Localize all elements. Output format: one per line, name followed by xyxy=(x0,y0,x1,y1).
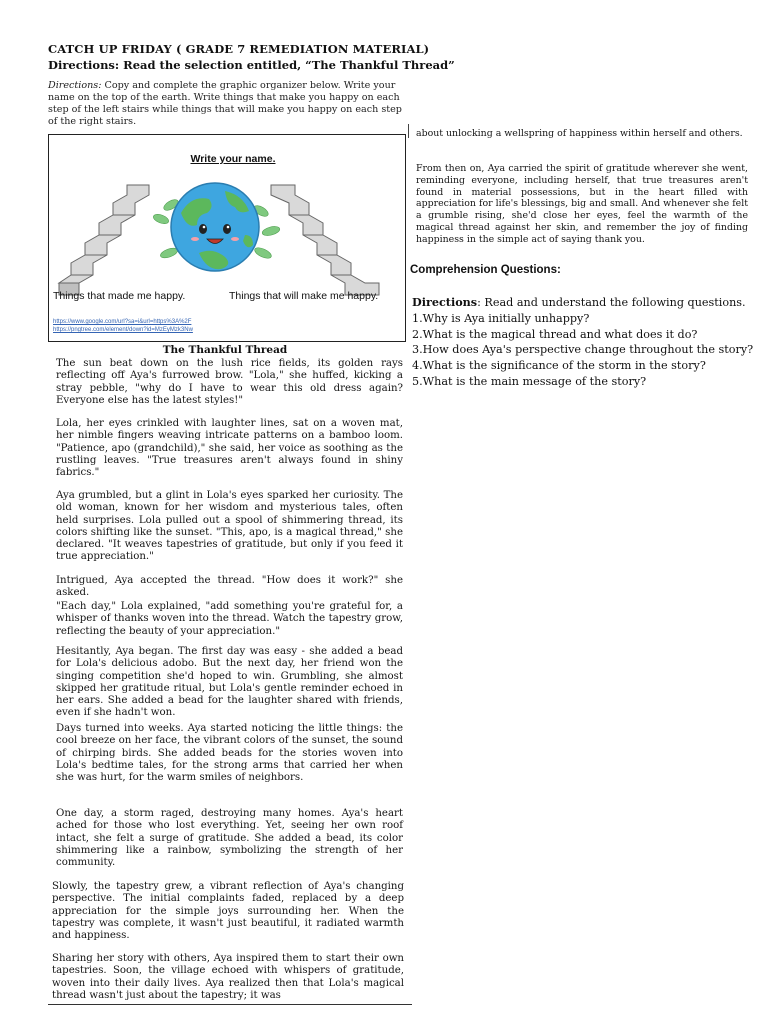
story-paragraph: Lola, her eyes crinkled with laughter lines, sat on a woven mat, her nimble fingers weaving intricate patterns on a bamboo loom. "Patience, apo (grandchild)," she said, her voice as soothing as the rustling leaves. "True treasures aren't always found in shiny fabrics." xyxy=(56,418,403,479)
source-link[interactable]: https://pngtree.com/element/down?id=MzEyMzk3Nw xyxy=(53,327,193,333)
questions-directions-label: Directions xyxy=(412,295,478,309)
question-list xyxy=(412,311,752,390)
question-item: 2.What is the magical thread and what does it do? xyxy=(412,327,698,341)
story-paragraph: Slowly, the tapestry grew, a vibrant reflection of Aya's changing perspective. The initial complaints faded, replaced by a deep appreciation for the simple joys surrounding her. When the tapestry was complete, it wasn't just beautiful, it radiated warmth and happiness. xyxy=(52,881,404,942)
story-paragraph: Aya grumbled, but a glint in Lola's eyes sparked her curiosity. The old woman, known for her wisdom and mysterious tales, often held surprises. Lola pulled out a spool of shimmering thread, its colors shifting like the sunset. "This, apo, is a magical thread," she declared. "It weaves tapestries of gratitude, but only if you feed it true appreciation." xyxy=(56,490,403,563)
right-stairs xyxy=(271,185,379,295)
activity-directions-label: Directions: xyxy=(48,80,102,91)
organizer-left-label: Things that made me happy. xyxy=(53,290,186,302)
questions-directions xyxy=(412,295,752,311)
story-paragraph: From then on, Aya carried the spirit of gratitude wherever she went, reminding everyone, including herself, that true treasures aren't found in material possessions, but in the heart filled with appreciation for life's blessings, big and small. And whenever she felt a grumble rising, she'd close her eyes, feel the warmth of the magical thread against her skin, and remember the joy of finding happiness in the simple act of saying thank you. xyxy=(416,163,748,245)
story-paragraph: Sharing her story with others, Aya inspired them to start their own tapestries. Soon, the village echoed with whispers of gratitude, woven into their daily lives. Aya realized then that Lola's magical thread wasn't just about the tapestry; it was xyxy=(52,953,404,1001)
questions-directions-text: : Read and understand the following questions. xyxy=(477,296,746,309)
earth-icon xyxy=(171,183,259,271)
story-paragraph: Intrigued, Aya accepted the thread. "How does it work?" she asked. xyxy=(56,575,403,599)
story-paragraph: Days turned into weeks. Aya started noticing the little things: the cool breeze on her face, the vibrant colors of the sunset, the sound of chirping birds. She added beads for the stories woven into Lola's bedtime tales, for the strong arms that carried her when she was hurt, for the warm smiles of neighbors. xyxy=(56,723,403,784)
organizer-title: Write your name. xyxy=(190,153,276,165)
question-item: 3.How does Aya's perspective change throughout the story? xyxy=(412,343,754,357)
story-paragraph: One day, a storm raged, destroying many homes. Aya's heart ached for those who lost everything. Yet, seeing her own roof intact, she felt a surge of gratitude. She added a bead, its color shimmering like a rainbow, symbolizing the strength of her community. xyxy=(56,808,403,869)
page-subtitle: Directions: Read the selection entitled, “The Thankful Thread” xyxy=(48,58,455,72)
question-item: 4.What is the significance of the storm in the story? xyxy=(412,359,706,373)
question-item: 5.What is the main message of the story? xyxy=(412,374,647,388)
story-paragraph: "Each day," Lola explained, "add something you're grateful for, a whisper of thanks woven into the thread. Watch the tapestry grow, reflecting the beauty of your appreciation." xyxy=(56,601,403,637)
story-paragraph: Hesitantly, Aya began. The first day was easy - she added a bead for Lola's delicious adobo. But the next day, her friend won the singing competition she'd hoped to win. Grumbling, she almost skipped her gratitude ritual, but Lola's gentle reminder echoed in her ears. She added a bead for the laughter shared with friends, even if she hadn't won. xyxy=(56,646,403,719)
graphic-organizer xyxy=(48,134,406,342)
question-item: 1.Why is Aya initially unhappy? xyxy=(412,311,590,325)
bottom-rule xyxy=(48,1004,412,1005)
activity-directions xyxy=(48,80,408,128)
left-stairs xyxy=(59,185,149,295)
comprehension-title: Comprehension Questions: xyxy=(410,264,561,276)
organizer-right-label: Things that will make me happy. xyxy=(229,290,379,302)
story-title: The Thankful Thread xyxy=(162,344,288,356)
organizer-illustration xyxy=(49,135,405,341)
source-link[interactable]: https://www.google.com/url?sa=i&url=https%3A%2F xyxy=(53,319,192,325)
column-divider xyxy=(408,124,409,138)
comprehension-questions xyxy=(412,295,752,390)
page-title: CATCH UP FRIDAY ( GRADE 7 REMEDIATION MATERIAL) xyxy=(48,42,430,56)
story-paragraph: The sun beat down on the lush rice fields, its golden rays reflecting off Aya's furrowed brow. "Lola," she huffed, kicking a stray pebble, "why do I have to wear this old dress again? Everyone else has the latest styles!" xyxy=(56,358,403,406)
story-paragraph: about unlocking a wellspring of happiness within herself and others. xyxy=(416,128,743,139)
activity-directions-text: Copy and complete the graphic organizer below. Write your name on the top of the earth. Write things that make you happy on each step of the left stairs while things that will make you happy on each step of the right stairs. xyxy=(48,80,402,127)
